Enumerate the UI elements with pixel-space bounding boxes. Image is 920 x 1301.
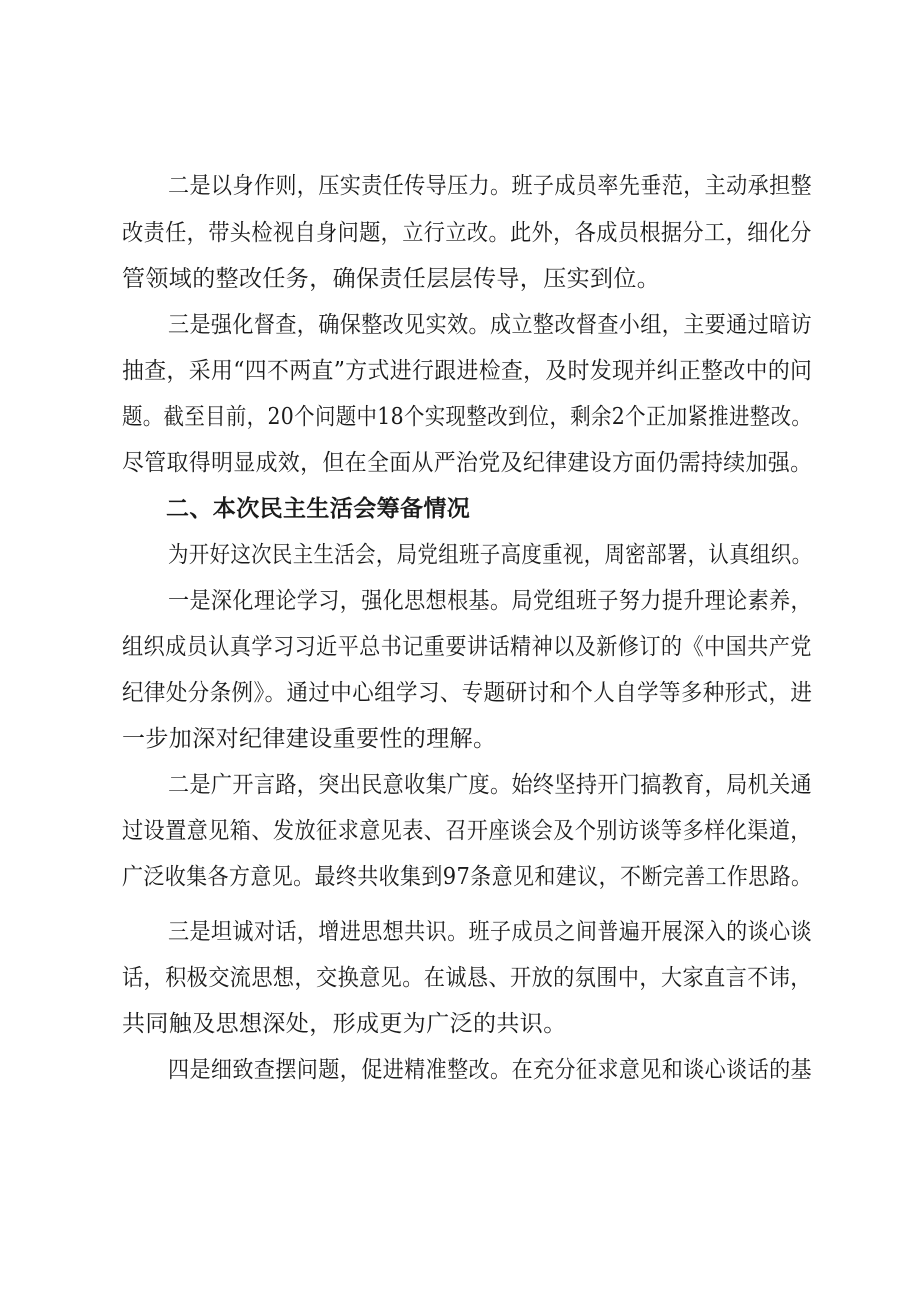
paragraph-line: 过设置意见箱、发放征求意见表、召开座谈会及个别访谈等多样化渠道， [122, 818, 812, 844]
paragraph-line: 四是细致查摆问题，促进精准整改。在充分征求意见和谈心谈话的基 [168, 1057, 812, 1083]
paragraph-line: 广泛收集各方意见。最终共收集到97条意见和建议，不断完善工作思路。 [122, 864, 813, 890]
section-heading: 二、本次民主生活会筹备情况 [166, 496, 471, 522]
paragraph-line: 一是深化理论学习，强化思想根基。局党组班子努力提升理论素养， [168, 588, 812, 614]
paragraph-line: 二是以身作则，压实责任传导压力。班子成员率先垂范，主动承担整 [168, 173, 812, 199]
paragraph-line: 一步加深对纪律建设重要性的理解。 [122, 726, 497, 752]
paragraph-line: 管领域的整改任务，确保责任层层传导，压实到位。 [122, 266, 661, 292]
paragraph-line: 题。截至目前，20个问题中18个实现整改到位，剩余2个正加紧推进整改。 [122, 404, 813, 430]
paragraph-line: 尽管取得明显成效，但在全面从严治党及纪律建设方面仍需持续加强。 [122, 450, 813, 476]
paragraph-line: 改责任，带头检视自身问题，立行立改。此外，各成员根据分工，细化分 [122, 220, 812, 246]
paragraph-line: 话，积极交流思想，交换意见。在诚恳、开放的氛围中，大家直言不讳， [122, 965, 812, 991]
paragraph-line: 二是广开言路，突出民意收集广度。始终坚持开门搞教育，局机关通 [168, 772, 812, 798]
paragraph-line: 抽查，采用“四不两直”方式进行跟进检查，及时发现并纠正整改中的问 [122, 358, 813, 384]
paragraph-line: 为开好这次民主生活会，局党组班子高度重视，周密部署，认真组织。 [168, 542, 813, 568]
paragraph-line: 三是坦诚对话，增进思想共识。班子成员之间普遍开展深入的谈心谈 [168, 919, 812, 945]
paragraph-line: 三是强化督查，确保整改见实效。成立整改督查小组，主要通过暗访 [168, 312, 812, 338]
paragraph-line: 共同触及思想深处，形成更为广泛的共识。 [122, 1011, 567, 1037]
paragraph-line: 纪律处分条例》。通过中心组学习、专题研讨和个人自学等多种形式，进 [122, 680, 813, 706]
paragraph-line: 组织成员认真学习习近平总书记重要讲话精神以及新修订的《中国共产党 [122, 634, 812, 660]
